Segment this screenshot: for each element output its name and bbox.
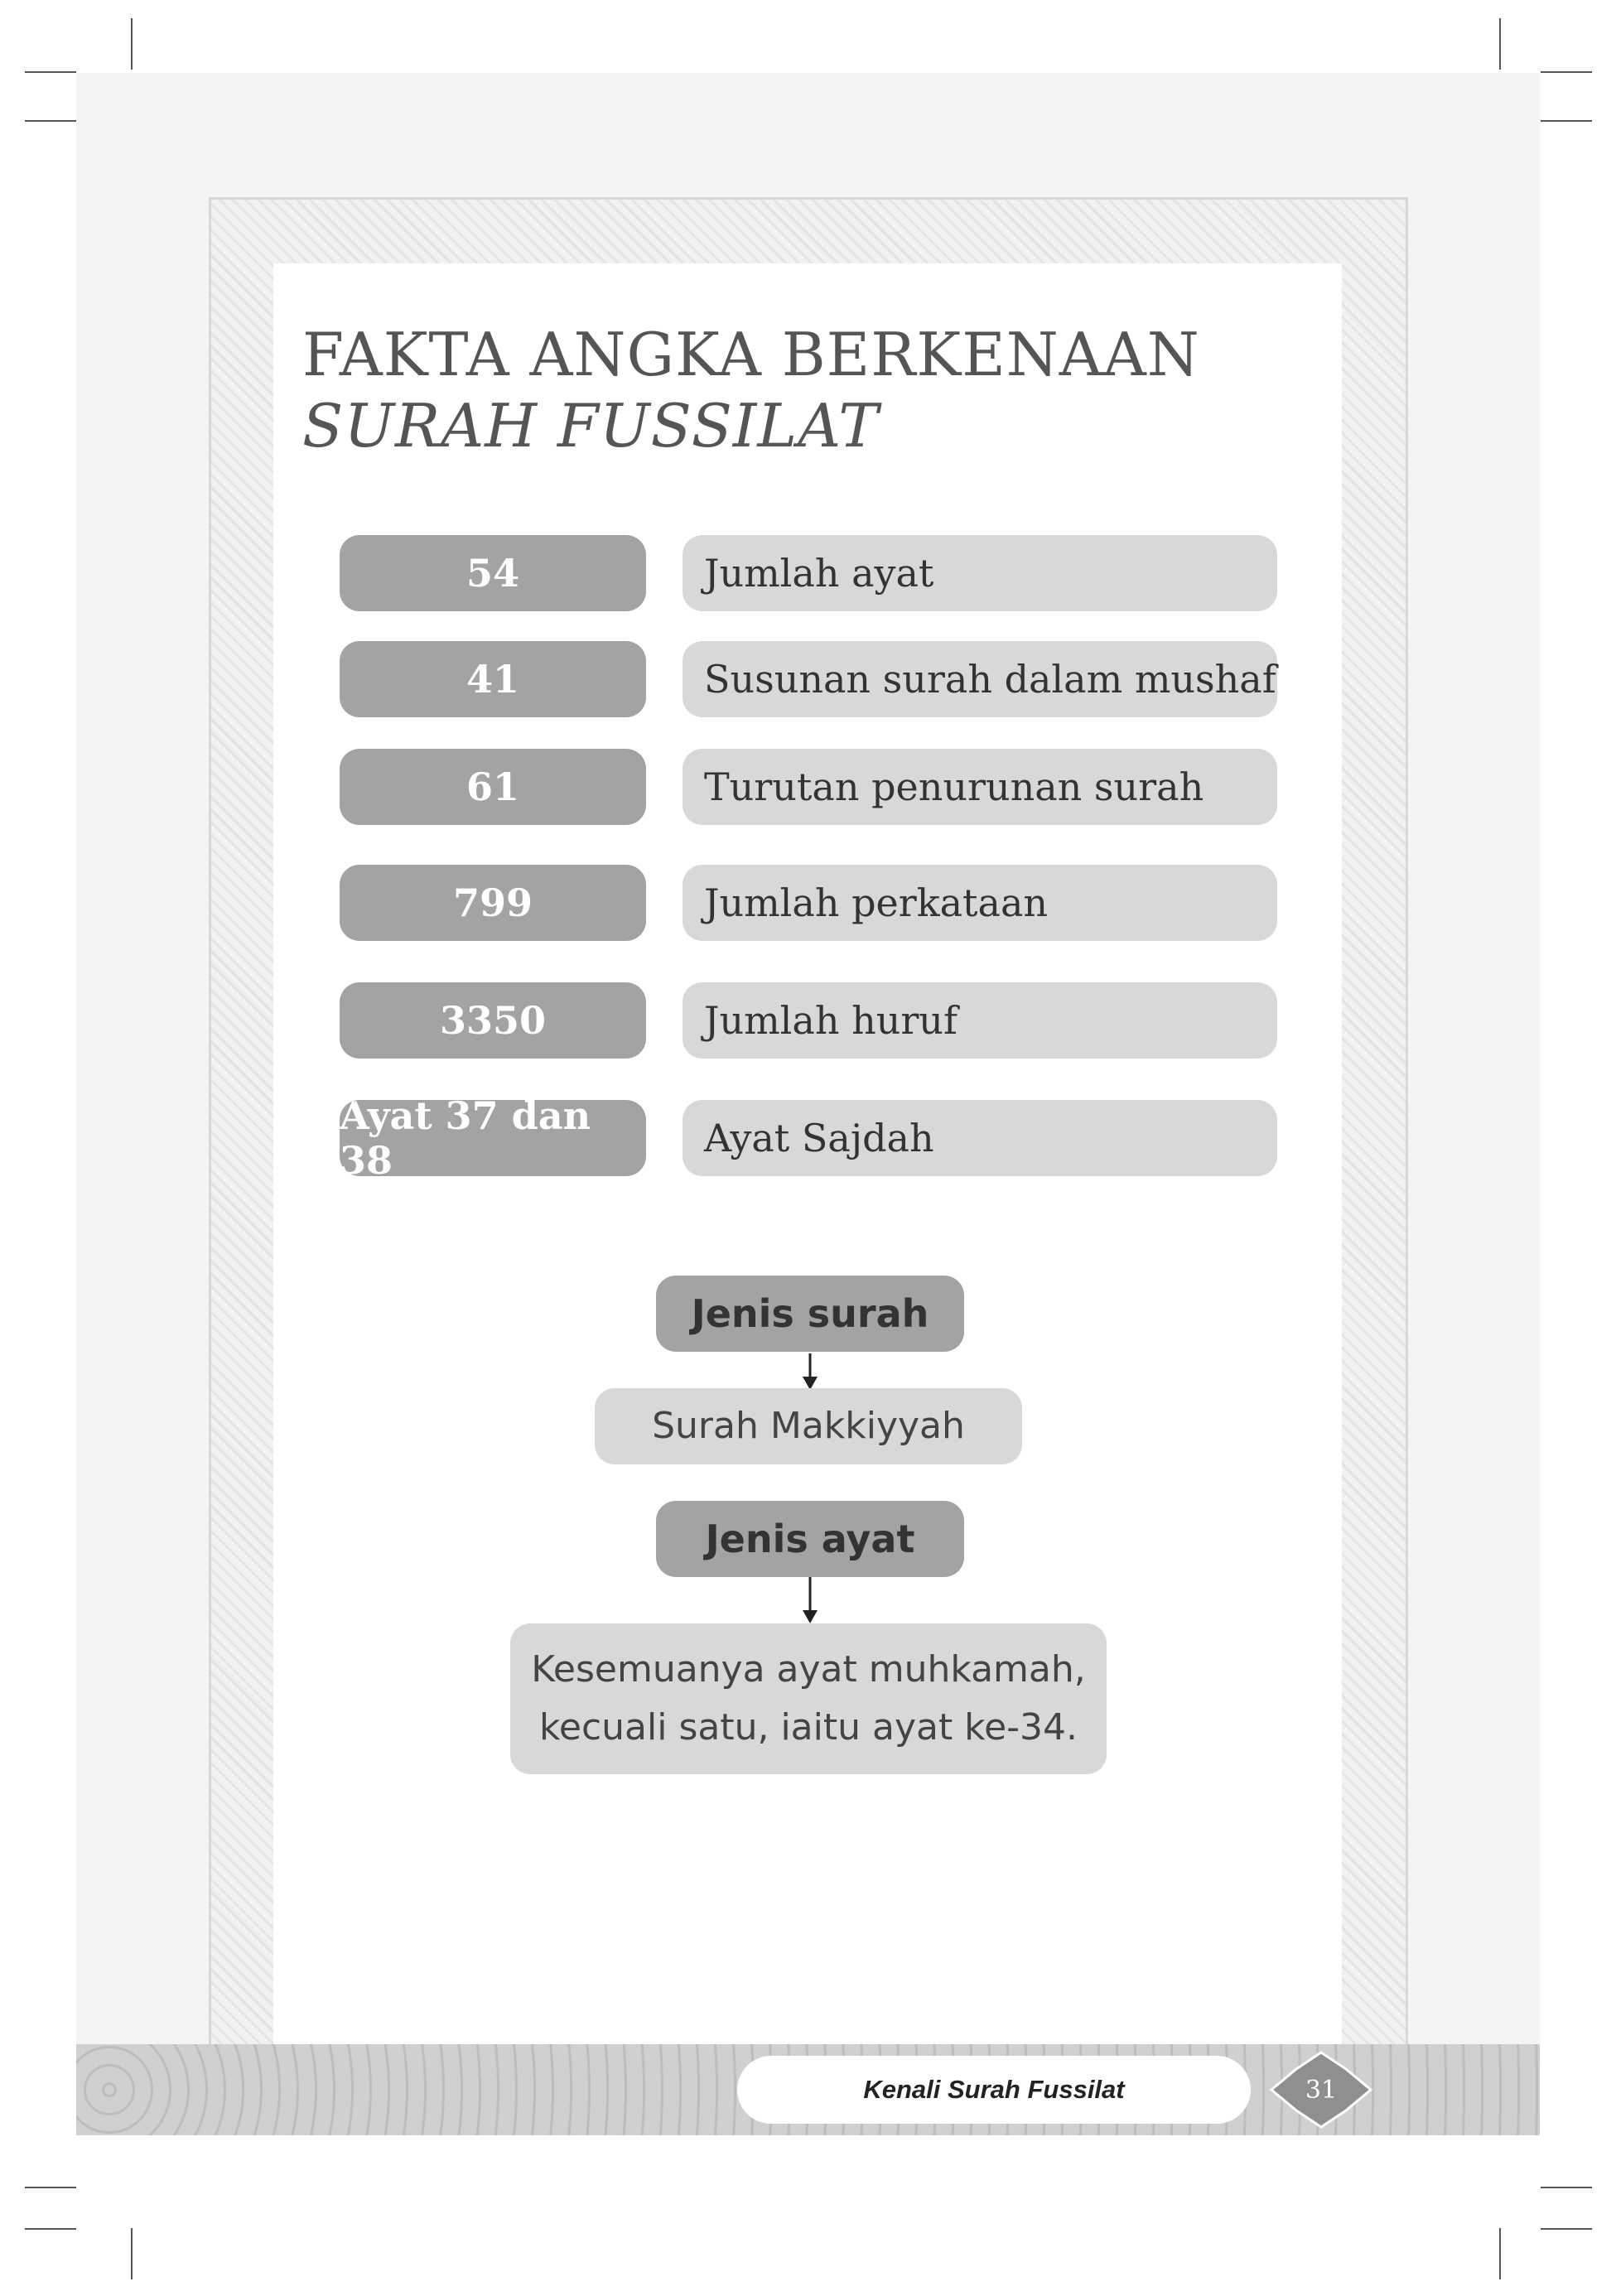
fact-label: Turutan penurunan surah	[683, 749, 1277, 825]
ayat-type-value	[510, 1623, 1107, 1774]
crop-mark	[25, 2187, 76, 2188]
page-number: 31	[1305, 2075, 1338, 2105]
title-line-2: SURAH FUSSILAT	[302, 391, 880, 461]
crop-mark	[1541, 71, 1592, 73]
fact-value: 61	[340, 749, 646, 825]
crop-mark	[1499, 2228, 1501, 2279]
fact-label: Jumlah ayat	[683, 535, 1277, 611]
arrow-down-icon	[798, 1577, 822, 1625]
crop-mark	[25, 71, 76, 73]
crop-mark	[25, 120, 76, 122]
footer-book-title: Kenali Surah Fussilat	[737, 2056, 1251, 2124]
crop-mark	[1499, 18, 1501, 70]
ayat-type-heading: Jenis ayat	[656, 1501, 964, 1577]
crop-mark	[1541, 120, 1592, 122]
crop-mark	[131, 18, 133, 70]
fact-label: Jumlah huruf	[683, 982, 1277, 1059]
page-title	[302, 319, 1200, 461]
fact-label: Susunan surah dalam mushaf	[683, 641, 1277, 717]
fact-value: 54	[340, 535, 646, 611]
crop-mark	[1541, 2228, 1592, 2230]
fact-label: Ayat Sajdah	[683, 1100, 1277, 1176]
crop-mark	[25, 2228, 76, 2230]
ayat-type-value-line-1: Kesemuanya ayat muhkamah,	[531, 1648, 1086, 1691]
fact-value: 3350	[340, 982, 646, 1059]
fact-value: Ayat 37 dan 38	[340, 1100, 646, 1176]
fact-value: 41	[340, 641, 646, 717]
crop-mark	[1541, 2187, 1592, 2188]
fact-row	[340, 1093, 1277, 1183]
fact-row	[340, 641, 1277, 717]
ayat-type-value-line-2: kecuali satu, iaitu ayat ke-34.	[538, 1706, 1078, 1749]
fact-row	[340, 535, 1277, 611]
title-line-1: FAKTA ANGKA BERKENAAN	[302, 320, 1200, 389]
crop-mark	[131, 2228, 133, 2279]
arrow-down-icon	[798, 1353, 822, 1392]
surah-type-value: Surah Makkiyyah	[595, 1388, 1022, 1464]
fact-row	[340, 865, 1277, 941]
fact-value: 799	[340, 865, 646, 941]
fact-label: Jumlah perkataan	[683, 865, 1277, 941]
fact-row	[340, 749, 1277, 825]
fact-row	[340, 982, 1277, 1059]
surah-type-heading: Jenis surah	[656, 1276, 964, 1352]
